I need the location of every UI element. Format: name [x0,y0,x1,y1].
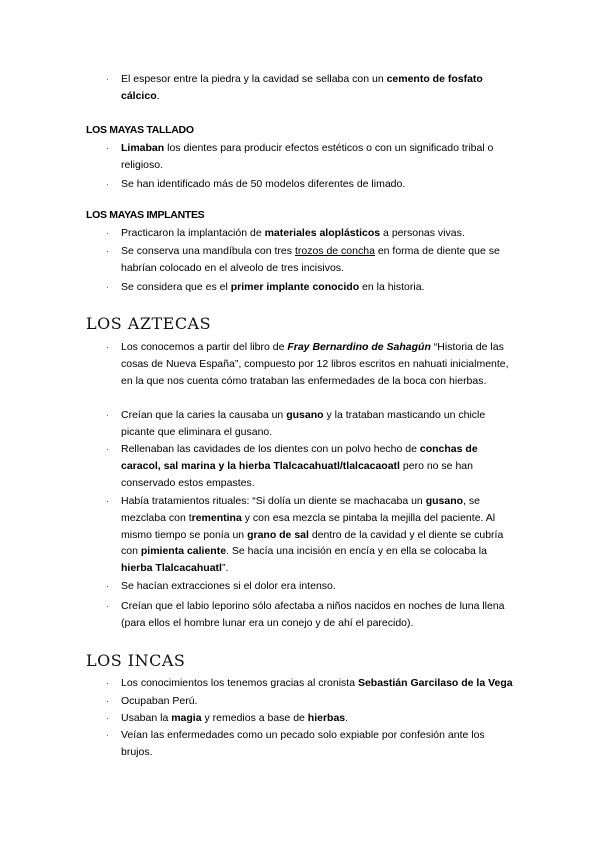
bold-text: Limaban [121,142,165,154]
section-subheading: LOS MAYAS TALLADO [86,124,194,136]
bold-italic-text: Fray Bernardino de Sahagún [287,341,431,353]
list-item [106,493,516,577]
text: , se mezclaba con t [121,495,480,524]
bullet: · [106,228,109,238]
text: Los conocimientos los tenemos gracias al cronista [121,677,358,689]
bold-text: primer implante conocido [230,281,360,293]
bold-text: gusano [425,495,464,507]
list-item [106,339,516,389]
text: a personas vivas. [380,227,465,239]
text: “Historia de las cosas de Nueva España”, compuesto por 12 libros escritos en nahuati inicialmente, en la que nos cuenta cómo trataban las enfermedades de la boca con hierbas. [121,341,509,387]
text: Se conserva una mandíbula con tres [121,245,295,257]
bullet: · [106,730,109,740]
list-item [106,140,516,174]
section-heading: LOS INCAS [86,651,186,670]
text: . Se hacía una incisión en encía y en ella se colocaba la [226,545,487,558]
bold-text: hierba Tlalcacahuatl [121,562,222,575]
list-item [106,71,516,105]
bullet: · [106,696,109,706]
text: Practicaron la implantación de [121,227,265,239]
bullet: · [106,678,109,688]
bullet: · [106,179,109,189]
text: Se han identificado más de 50 modelos diferentes de limado. [121,178,406,190]
bullet: · [106,246,109,256]
bullet: · [106,601,109,611]
list-item [106,675,516,692]
bullet: · [106,143,109,153]
text: Se considera que es el [121,281,231,293]
text: . [156,89,160,102]
bold-text: conchas de caracol, sal marina y la hierba Tlalcacahuatl/tlalcacaoatl [121,443,478,472]
text: Había tratamientos rituales: “Si dolía un diente se machacaba un [121,495,426,507]
list-item [106,693,516,710]
bold-text: Sebastián Garcilaso de la Vega [357,677,513,689]
text: Se hacían extracciones si el dolor era intenso. [121,580,336,592]
list-item [106,598,516,632]
text: Veían las enfermedades como un pecado solo expiable por confesión ante los brujos. [121,729,485,758]
list-item [106,225,516,242]
list-item [106,176,516,193]
list-item [106,407,516,441]
list-item [106,710,516,727]
section-subheading: LOS MAYAS IMPLANTES [86,209,205,221]
bullet: · [106,342,109,352]
list-item [106,441,516,491]
text: Ocupaban Perú. [121,695,198,707]
bold-text: materiales aloplásticos [264,227,381,239]
bullet: · [106,282,109,292]
text: Usaban la [121,712,172,724]
section-heading: LOS AZTECAS [86,314,212,333]
text: ”. [221,562,229,575]
bullet: · [106,496,109,506]
list-item [106,279,516,296]
bullet: · [106,74,109,84]
text: y remedios a base de [201,712,308,724]
text: dentro de la cavidad y el diente se cubría con [121,528,504,558]
text: El espesor entre la piedra y la cavidad se sellaba con un [121,73,387,85]
bold-text: pimienta caliente [140,545,227,558]
bullet: · [106,713,109,723]
bullet: · [106,581,109,591]
text: pero no se han conservado estos empastes. [121,459,473,489]
list-item [106,243,516,277]
text: y la trataban masticando un chicle picante que eliminara el gusano. [121,409,486,438]
bold-text: magia [171,712,202,724]
list-item [106,727,516,761]
bold-text: gusano [286,409,324,421]
bold-text: hierbas [307,712,346,724]
text: y con esa mezcla se pintaba la mejilla del paciente. Al mismo tiempo se ponía un [121,511,496,541]
text: Los conocemos a partir del libro de [121,341,288,353]
text: Creían que el labio leporino sólo afectaba a niños nacidos en noches de luna llena (para ellos el hombre lunar era un conejo y de ahí el parecido). [121,600,505,629]
text: . [345,712,349,724]
bullet: · [106,444,109,454]
bold-text: grano de sal [247,528,309,541]
text: en la historia. [359,281,425,293]
text: en forma de diente que se habrían colocado en el alveolo de tres incisivos. [121,245,500,274]
text: Rellenaban las cavidades de los dientes con un polvo hecho de [121,443,420,455]
list-item [106,578,516,595]
bold-text: rementina [191,511,242,524]
bold-text: cemento de fosfato cálcico [121,73,483,102]
text: los dientes para producir efectos estéticos o con un significado tribal o religioso. [121,142,494,171]
text: Creían que la caries la causaba un [121,409,287,421]
bullet: · [106,410,109,420]
underlined-text: trozos de concha [294,245,375,257]
